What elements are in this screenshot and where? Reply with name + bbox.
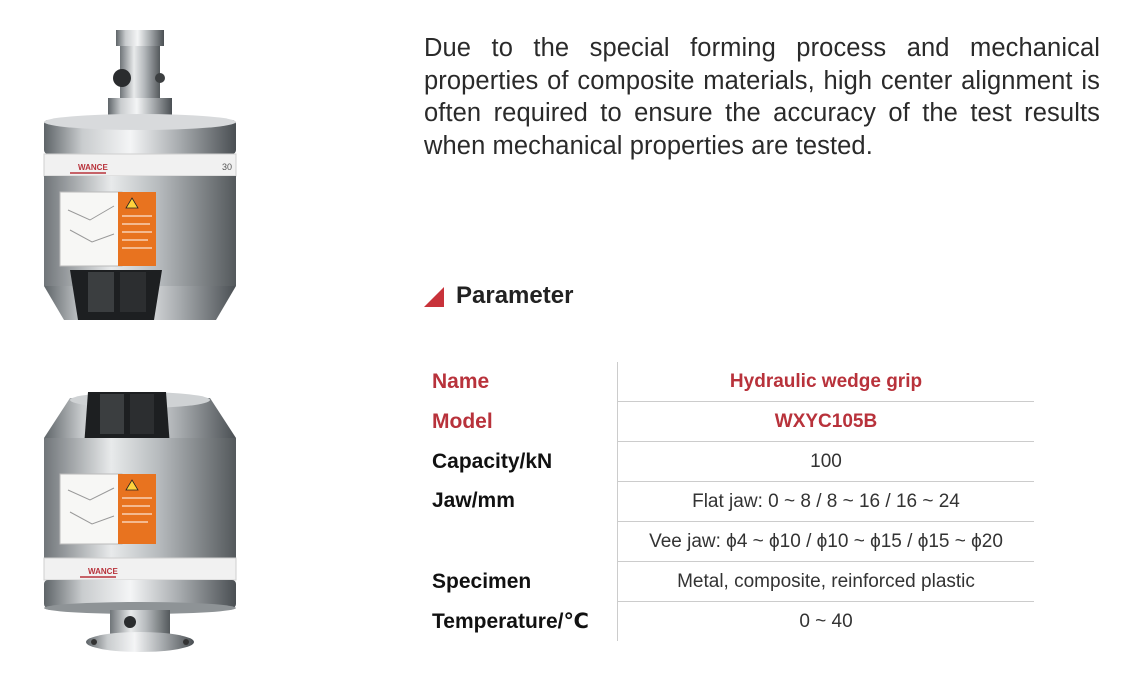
param-value-jaw-vee: Vee jaw: ϕ4 ~ ϕ10 / ϕ10 ~ ϕ15 / ϕ15 ~ ϕ20 <box>618 522 1035 562</box>
param-label-name: Name <box>424 362 618 402</box>
param-label-capacity: Capacity/kN <box>424 442 618 482</box>
param-value-jaw-flat: Flat jaw: 0 ~ 8 / 8 ~ 16 / 16 ~ 24 <box>618 482 1035 522</box>
section-title: Parameter <box>456 282 574 309</box>
triangle-icon <box>424 287 444 307</box>
param-label-model: Model <box>424 402 618 442</box>
parameter-table <box>424 362 1034 641</box>
param-value-name: Hydraulic wedge grip <box>729 370 923 392</box>
table-row-specimen <box>424 562 1034 602</box>
brand-label-top: WANCE <box>78 163 108 172</box>
grip-photo-bottom <box>30 378 250 658</box>
param-value-specimen: Metal, composite, reinforced plastic <box>618 562 1035 602</box>
param-label-jaw: Jaw/mm <box>424 482 618 562</box>
param-value-capacity: 100 <box>618 442 1035 482</box>
param-label-specimen: Specimen <box>424 562 618 602</box>
capacity-mark-top: 30 <box>222 162 233 172</box>
param-value-temperature: 0 ~ 40 <box>618 602 1035 642</box>
product-images <box>30 20 250 660</box>
table-row-name <box>424 362 1034 402</box>
brand-label-bottom: WANCE <box>88 567 118 576</box>
section-heading <box>424 280 573 312</box>
intro-paragraph: Due to the special forming process and mechanical properties of composite materials, high center alignment is often required to ensure the accuracy of the test results when mechanical properties are tested. <box>424 34 1100 160</box>
grip-photo-top <box>30 20 250 330</box>
param-label-temperature: Temperature/℃ <box>424 602 618 642</box>
table-row-temperature <box>424 602 1034 642</box>
table-row-model <box>424 402 1034 442</box>
table-row-jaw-flat <box>424 482 1034 522</box>
table-row-capacity <box>424 442 1034 482</box>
param-value-model: WXYC105B <box>618 402 1035 442</box>
